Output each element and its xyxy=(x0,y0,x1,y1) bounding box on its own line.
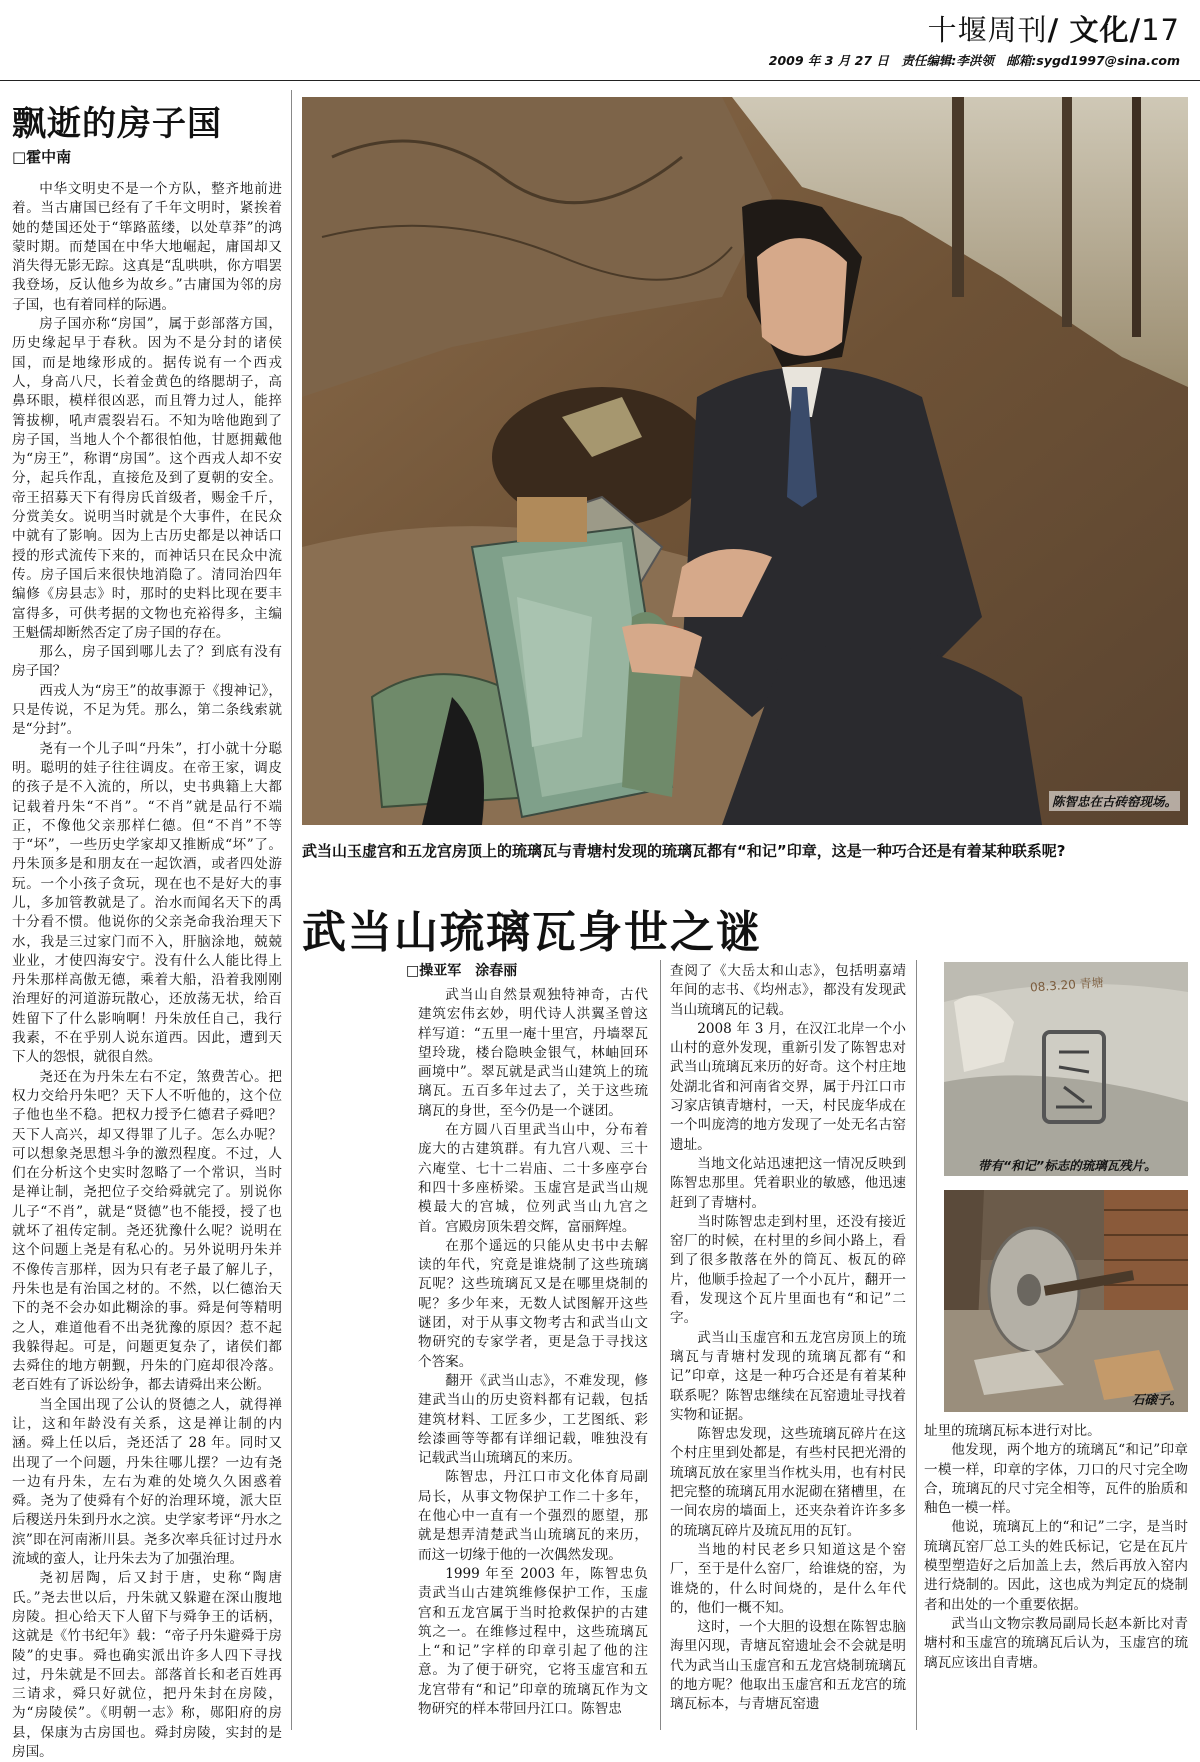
column-divider xyxy=(916,960,917,1730)
main-article-title: 武当山琉璃瓦身世之谜 xyxy=(302,907,762,958)
page-number: 17 xyxy=(1141,13,1180,47)
paragraph: 陈智忠，丹江口市文化体育局副局长，从事文物保护工作二十多年，在他心中一直有一个强烈的愿望，那就是想弄清楚武当山琉璃瓦的来历，而这一切缘于他的一次偶然发现。 xyxy=(418,1469,648,1563)
paragraph: 当地文化站迅速把这一情况反映到陈智忠那里。凭着职业的敏感，他迅速赶到了青塘村。 xyxy=(670,1155,906,1211)
paragraph: 西戎人为“房王”的故事源于《搜神记》，只是传说，不足为凭。那么，第二条线索就是“分封”。 xyxy=(12,682,282,738)
stamp-photo xyxy=(944,962,1188,1176)
paragraph: 中华文明史不是一个方队，整齐地前进着。当古庸国已经有了千年文明时，紧挨着她的楚国还处于“筚路蓝缕，以处草莽”的鸿蒙时期。而楚国在中华大地崛起，庸国却又消失得无影无踪。这真是“乱哄哄，你方唱罢我登场，反认他乡为故乡。”古庸国为邻的房子国，也有着同样的际遇。 xyxy=(12,181,282,313)
paragraph: 尧有一个儿子叫“丹朱”，打小就十分聪明。聪明的娃子往往调皮。在帝王家，调皮的孩子是不入流的，所以，史书典籍上大都记载着丹朱“不肖”。“不肖”就是品行不端正，不像他父亲那样仁德。但“不肖”不等于“坏”，一些历史学家却又推断成“坏”了。丹朱顶多是和朋友在一起饮酒，或者四处游玩。一个小孩子贪玩，现在也不是好大的事儿，多加管教就是了。治水而闻名天下的禹十分看不惯。他说你的父亲尧命我治理天下水，我是三过家门而不入，肝脑涂地，兢兢业业，才使四海安宁。没有什么人能比得上丹朱那样高傲无德，乘着大船，沿着我刚刚治理好的河道游玩散心，还放荡无状，给百姓留下了什么影响啊！丹朱放任自己，我行我素，不在乎别人说东道西。因此，遭到天下人的怨恨，就很自然。 xyxy=(12,740,282,1066)
paragraph: 房子国亦称“房国”，属于彭部落方国，历史缘起早于春秋。因为不是分封的诸侯国，而是地缘形成的。据传说有一个西戎人，身高八尺，长着金黄色的络腮胡子，高鼻环眼，模样很凶恶，而且膂力过人，能捽箐拔柳，吼声震裂岩石。不知为啥他跑到了房子国，当地人个个都很怕他，甘愿拥戴他为“房王”，称谓“房国”。这个西戎人却不安分，起兵作乱，直接危及到了夏朝的安全。帝王招募天下有得房氏首级者，赐金千斤，分赏美女。说明当时就是个大事件，在民众中就有了影响。因为上古历史都是以神话口授的形式流传下来的，而神话只在民众中流传。房子国后来很快地消隐了。清同治四年编修《房县志》时，那时的史料比现在要丰富得多，可供考据的文物也充裕得多，主编王魁儒却断然否定了房子国的存在。 xyxy=(12,316,282,641)
stamp-photo-caption: 带有“和记”标志的琉璃瓦残片。 xyxy=(978,1158,1157,1173)
paragraph: 武当山玉虚宫和五龙宫房顶上的琉璃瓦与青塘村发现的琉璃瓦都有“和记”印章，这是一种巧合还是有着某种联系呢？陈智忠继续在瓦窑遗址寻找着实物和证据。 xyxy=(670,1329,906,1423)
main-photo-caption: 陈智忠在古砖窑现场。 xyxy=(1049,791,1180,811)
stamp-photo-illustration xyxy=(944,962,1188,1176)
main-article-column-3 xyxy=(924,1422,1188,1728)
brand-name: 十堰周刊 xyxy=(927,13,1048,47)
main-photo xyxy=(302,97,1188,825)
paragraph: 武当山文物宗教局副局长赵本新比对青塘村和玉虚宫的琉璃瓦后认为，玉虚宫的琉璃瓦应该出自青塘。 xyxy=(924,1615,1188,1671)
millstone-photo xyxy=(944,1190,1188,1412)
header-rule xyxy=(0,80,1200,81)
issue-meta: 2009 年 3 月 27 日 责任编辑:李洪领 邮箱:sygd1997@sina.com xyxy=(768,53,1180,68)
paragraph: 当时陈智忠走到村里，还没有接近窑厂的时候，在村里的乡间小路上，看到了很多散落在外的筒瓦、板瓦的碎片，他顺手捡起了一个小瓦片，翻开一看，发现这个瓦片里面也有“和记”二字。 xyxy=(670,1213,906,1327)
paragraph: 1999 年至 2003 年，陈智忠负责武当山古建筑维修保护工作，玉虚宫和五龙宫属于当时抢救保护的古建筑之一。在维修过程中，这些琉璃瓦上“和记”字样的印章引起了他的注意。为了便于研究，它将玉虚宫和五龙宫带有“和记”印章的琉璃瓦作为文物研究的样本带回丹江口。陈智忠 xyxy=(418,1565,648,1717)
paragraph: 翻开《武当山志》，不难发现，修建武当山的历史资料都有记载，包括建筑材料、工匠多少，工艺图纸、彩绘漆画等等都有详细记载，唯独没有记载武当山琉璃瓦的来历。 xyxy=(418,1372,648,1467)
paragraph: 2008 年 3 月，在汉江北岸一个小山村的意外发现，重新引发了陈智忠对武当山琉璃瓦来历的好奇。这个村庄地处湖北省和河南省交界，属于丹江口市习家店镇青塘村，一天，村民庞华成在一个叫庞湾的地方发现了一处无名古窑遗址。 xyxy=(670,1020,906,1153)
paragraph: 查阅了《大岳太和山志》，包括明嘉靖年间的志书、《均州志》，都没有发现武当山琉璃瓦的记载。 xyxy=(670,963,906,1018)
left-article-body xyxy=(12,180,282,1761)
paragraph: 在方圆八百里武当山中，分布着庞大的古建筑群。有九宫八观、三十六庵堂、七十二岩庙、二十多座亭台和四十多座桥梁。玉虚宫是武当山规模最大的宫城，位列武当山九宫之首。宫殿房顶朱碧交辉，富丽辉煌。 xyxy=(418,1122,648,1235)
paragraph: 尧初居陶，后又封于唐，史称“陶唐氏。”尧去世以后，丹朱就又躲避在深山腹地房陵。担心给天下人留下与舜争王的话柄，这就是《竹书纪年》载：“帝子丹朱避舜于房陵”的史事。舜也确实派出许多人四下寻找过，丹朱就是不回去。部落首长和老百姓再三请求，舜只好就位，把丹朱封在房陵，为“房陵侯”。《明朝一志》称，郧阳府的房县，保康为古房国也。舜封房陵，实封的是房国。 xyxy=(12,1570,282,1761)
page-header: 十堰周刊/ 文化/17 xyxy=(927,13,1180,47)
article-deck: 武当山玉虚宫和五龙宫房顶上的琉璃瓦与青塘村发现的琉璃瓦都有“和记”印章，这是一种巧合还是有着某种联系呢? xyxy=(302,842,1066,860)
section-name: 文化 xyxy=(1069,13,1130,47)
millstone-photo-caption: 石磙子。 xyxy=(1131,1392,1182,1407)
paragraph: 当全国出现了公认的贤德之人，就得禅让，这和年龄没有关系，这是禅让制的内涵。舜上任以后，尧还活了 28 年。同时又出现了一个问题，丹朱往哪儿摆？一边有尧一边有丹朱，左右为难的处境久久困惑着舜。尧为了使舜有个好的治理环境，派大臣后稷送丹朱到丹水之滨。史学家考评“丹水之滨”即在河南淅川县。尧多次率兵征讨过丹水流域的蛮人，让丹朱去为了加强治理。 xyxy=(12,1396,282,1568)
paragraph: 武当山自然景观独特神奇，古代建筑宏伟玄妙，明代诗人洪翼圣曾这样写道：“五里一庵十里宫，丹墙翠瓦望玲珑，楼台隐映金银气，林岫回环画境中”。翠瓦就是武当山建筑上的琉璃瓦。五百多年过去了，关于这些琉璃瓦的身世，至今仍是一个谜团。 xyxy=(418,987,648,1119)
paragraph: 在那个遥远的只能从史书中去解读的年代，究竟是谁烧制了这些琉璃瓦呢？这些琉璃瓦又是在哪里烧制的呢？多少年来，无数人试图解开这些谜团，对于从事文物考古和武当山文物研究的专家学者，更是急于寻找这个答案。 xyxy=(418,1237,648,1370)
main-article-column-2 xyxy=(670,962,906,1728)
paragraph: 陈智忠发现，这些琉璃瓦碎片在这个村庄里到处都是，有些村民把光滑的琉璃瓦放在家里当作枕头用，也有村民把完整的琉璃瓦用水泥砌在猪槽里，在一间农房的墙面上，还夹杂着许许多多的琉璃瓦碎片及琉瓦用的瓦钉。 xyxy=(670,1426,906,1539)
paragraph: 他说，琉璃瓦上的“和记”二字，是当时琉璃瓦窑厂总工头的姓氏标记，它是在瓦片模型塑造好之后加盖上去，然后再放入窑内进行烧制的。因此，这也成为判定瓦的烧制者和出处的一个重要依据。 xyxy=(924,1519,1188,1613)
paragraph: 当地的村民老乡只知道这是个窑厂，至于是什么窑厂，给谁烧的窑，为谁烧的，什么时间烧的，是什么年代的，他们一概不知。 xyxy=(670,1541,906,1616)
column-divider xyxy=(291,90,292,1730)
main-article-column-1 xyxy=(418,986,648,1728)
stamp-handwriting: 08.3.20 青塘 xyxy=(1029,975,1105,995)
millstone-photo-illustration xyxy=(944,1190,1188,1412)
masthead xyxy=(769,8,1180,69)
main-article-byline: □操亚军 涂春丽 xyxy=(406,963,518,979)
column-divider xyxy=(660,960,661,1730)
paragraph: 尧还在为丹朱左右不定，煞费苦心。把权力交给丹朱吧？天下人不听他的，这个位子他也坐不稳。把权力授予仁德君子舜吧？天下人高兴，却又得罪了儿子。怎么办呢？可以想象尧思想斗争的激烈程度。不过，人们在分析这个史实时忽略了一个常识，当时是禅让制，尧把位子交给舜就完了。别说你儿子“不肖”，就是“贤德”也不能授，授了也就坏了祖传定制。尧还犹豫什么呢？说明在这个问题上尧是有私心的。另外说明丹朱并不像传言那样，因为只有老子最了解儿子，丹朱也是有治国之材的。不然，以仁德治天下的尧不会办如此糊涂的事。舜是何等精明之人，难道他看不出尧犹豫的原因？惹不起我躲得起。可是，问题更复杂了，诸侯们都去舜住的地方朝觐，丹朱的门庭却很冷落。老百姓有了诉讼纷争，都去请舜出来公断。 xyxy=(12,1068,282,1394)
left-article-byline: □霍中南 xyxy=(12,148,72,166)
paragraph: 那么，房子国到哪儿去了？到底有没有房子国？ xyxy=(12,644,282,680)
paragraph: 址里的琉璃瓦标本进行对比。 xyxy=(924,1423,1101,1439)
left-article-title: 飘逝的房子国 xyxy=(12,104,222,144)
main-photo-illustration xyxy=(302,97,1188,825)
paragraph: 这时，一个大胆的设想在陈智忠脑海里闪现，青塘瓦窑遗址会不会就是明代为武当山玉虚宫和五龙宫烧制琉璃瓦的地方呢？他取出玉虚宫和五龙宫的琉璃瓦标本，与青塘瓦窑遗 xyxy=(670,1619,906,1713)
paragraph: 他发现，两个地方的琉璃瓦“和记”印章一模一样，印章的字体，刀口的尺寸完全吻合，琉璃瓦的尺寸完全相等，瓦件的胎质和釉色一模一样。 xyxy=(924,1442,1188,1517)
